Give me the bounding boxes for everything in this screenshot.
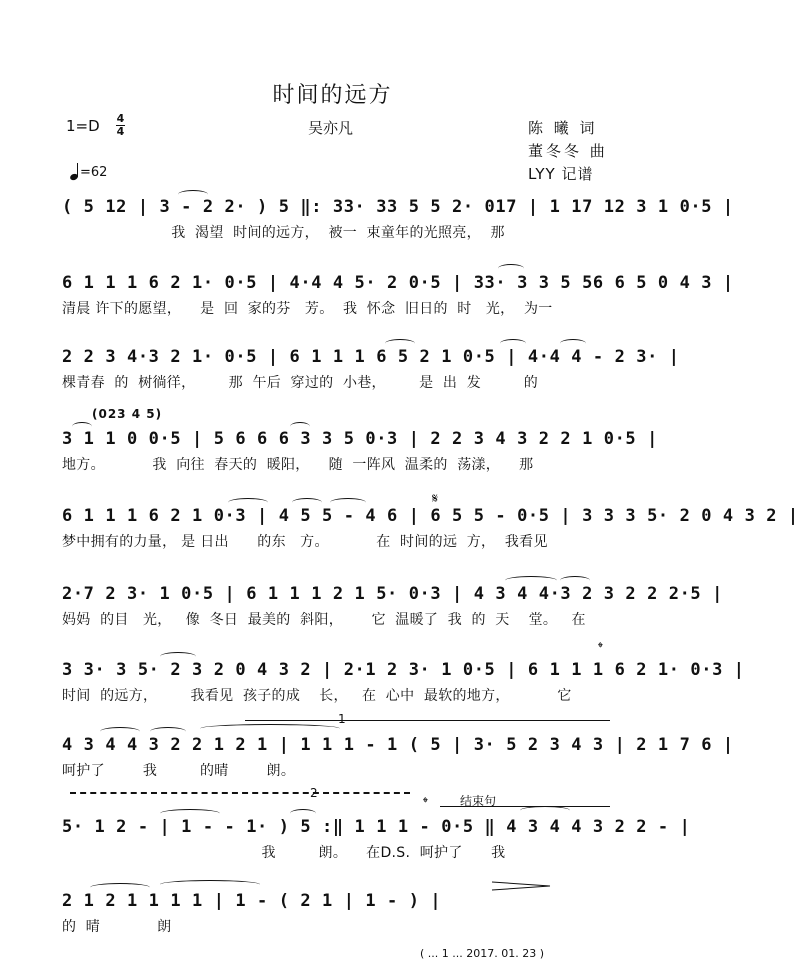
slur: [90, 883, 150, 892]
slur: [72, 422, 92, 431]
segno-icon: 𝄋: [432, 491, 439, 507]
lyric-line: 棵青春 的 树徜徉， 那 午后 穿过的 小巷， 是 出 发 的: [62, 375, 539, 391]
slur: [520, 806, 570, 815]
slur: [560, 576, 590, 585]
grace-notes: (023 4 5): [92, 407, 163, 421]
tie: [160, 809, 220, 818]
slur: [292, 498, 322, 507]
lyric-line: 清晨 许下的愿望， 是 回 家的芬 芳。 我 怀念 旧日的 时 光， 为一: [62, 301, 553, 317]
key-signature: 1=D: [66, 117, 100, 135]
lyric-line: 时间 的远方， 我看见 孩子的成 长， 在 心中 最软的地方， 它: [62, 688, 572, 704]
quarter-note-icon: [70, 164, 79, 180]
slur: [100, 727, 140, 736]
notation-line: 3 1 1 0 0·5 | 5 6 6 6 3 3 5 0·3 | 2 2 3 4 3 2 2 1 0·5 |: [62, 429, 658, 449]
volta-2-label: 2: [310, 786, 318, 800]
slur: [385, 339, 415, 348]
notation-line: ( 5 12 | 3 - 2 2· ) 5 ‖: 33· 33 5 5 2· 017 | 1 17 12 3 1 0·5 |: [62, 197, 734, 217]
lyric-line: 我 渴望 时间的远方， 被一 束童年的光照亮， 那: [62, 225, 505, 241]
singer-name: 吴亦凡: [308, 119, 354, 137]
slur: [505, 576, 557, 585]
slur: [178, 190, 208, 199]
footer-date-partial: ( ... 1 ... 2017. 01. 23 ): [420, 947, 545, 960]
tie: [228, 498, 268, 507]
tempo-value: =62: [80, 165, 108, 180]
slur: [150, 727, 186, 736]
ending-label: 结束句: [460, 794, 497, 808]
notation-line: 6 1 1 1 6 2 1· 0·5 | 4·4 4 5· 2 0·5 | 33· 3 3 5 56 6 5 0 4 3 |: [62, 273, 734, 293]
coda-icon: 𝄌: [598, 640, 603, 656]
coda-icon: 𝄌: [423, 795, 428, 811]
time-signature: [116, 114, 125, 137]
time-denominator: 4: [116, 125, 125, 138]
slur: [498, 264, 524, 273]
lyric-line: 地方。 我 向往 春天的 暖阳， 随 一阵风 温柔的 荡漾， 那: [62, 457, 534, 473]
time-numerator: 4: [116, 112, 125, 125]
slur: [290, 809, 316, 818]
transcriber-credit: LYY 记谱: [528, 165, 594, 183]
notation-line: 6 1 1 1 6 2 1 0·3 | 4 5 5 - 4 6 | 6 5 5 - 0·5 | 3 3 3 5· 2 0 4 3 2 |: [62, 506, 799, 526]
notation-line: 2·7 2 3· 1 0·5 | 6 1 1 1 2 1 5· 0·3 | 4 3 4 4·3 2 3 2 2 2·5 |: [62, 584, 723, 604]
composer-credit: 董冬冬 曲: [528, 142, 608, 160]
tie: [200, 724, 340, 733]
lyric-line: 妈妈 的目 光， 像 冬日 最美的 斜阳， 它 温暖了 我 的 天 堂。 在: [62, 612, 586, 628]
decrescendo-icon: [492, 880, 552, 892]
slur: [290, 422, 310, 431]
tempo-marking: [70, 164, 107, 180]
lyric-line: 呵护了 我 的晴 朗。: [62, 763, 296, 779]
lyricist-credit: 陈 曦 词: [528, 119, 598, 137]
notation-line: 3 3· 3 5· 2 3 2 0 4 3 2 | 2·1 2 3· 1 0·5 | 6 1 1 1 6 2 1· 0·3 |: [62, 660, 745, 680]
notation-line: 2 2 3 4·3 2 1· 0·5 | 6 1 1 1 6 5 2 1 0·5 | 4·4 4 - 2 3· |: [62, 347, 680, 367]
volta-bracket-2: [70, 792, 410, 794]
slur: [160, 652, 196, 661]
lyric-line: 我 朗。 在D.S. 呵护了 我: [62, 845, 506, 861]
lyric-line: 的 晴 朗: [62, 919, 172, 935]
slur: [560, 339, 586, 348]
lyric-line: 梦中拥有的力量， 是 日出 的东 方。 在 时间的远 方， 我看见: [62, 534, 548, 550]
volta-1-label: 1: [338, 712, 346, 726]
notation-line: 5· 1 2 - | 1 - - 1· ) 5 :‖ 1 1 1 - 0·5 ‖ 4 3 4 4 3 2 2 - |: [62, 817, 691, 837]
tie: [330, 498, 366, 507]
notation-line: 2 1 2 1 1 1 1 | 1 - ( 2 1 | 1 - ) |: [62, 891, 442, 911]
tie: [160, 880, 260, 889]
notation-line: 4 3 4 4 3 2 2 1 2 1 | 1 1 1 - 1 ( 5 | 3· 5 2 3 4 3 | 2 1 7 6 |: [62, 735, 734, 755]
song-title: 时间的远方: [272, 83, 393, 108]
volta-bracket-1: [245, 720, 610, 721]
tie: [500, 339, 526, 348]
